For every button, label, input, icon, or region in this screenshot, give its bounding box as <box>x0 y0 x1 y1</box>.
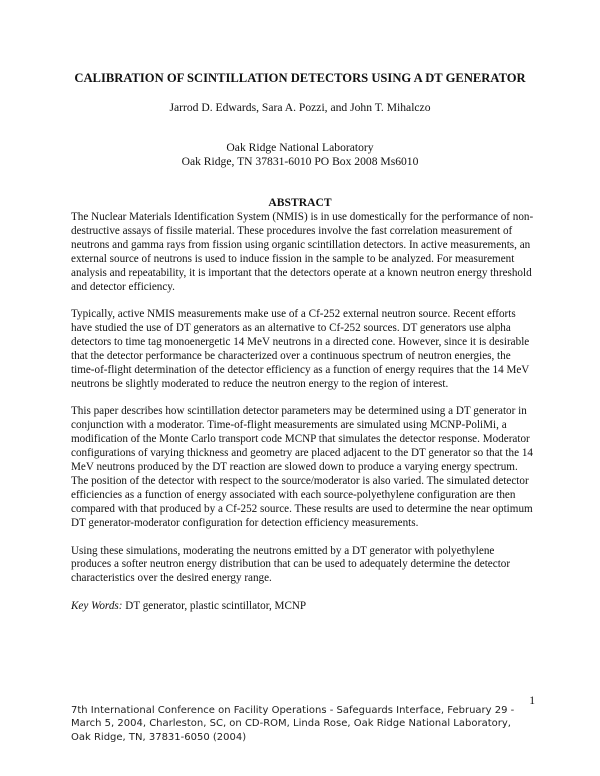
abstract-paragraph: Using these simulations, moderating the neutrons emitted by a DT generator with polyethylene produces a softer neutron energy distribution that can be used to adequately determine the detector characteristics over the desired energy range. <box>71 544 511 585</box>
conference-footer: 7th International Conference on Facility Operations - Safeguards Interface, February 29 - March 5, 2004, Charleston, SC, on CD-ROM, Linda Rose, Oak Ridge National Laboratory, Oak Ridge, TN, 37831-6050 (2004) <box>71 705 515 743</box>
keywords-text: DT generator, plastic scintillator, MCNP <box>125 599 307 612</box>
abstract-paragraph: The Nuclear Materials Identification System (NMIS) is in use domestically for the performance of non-destructive assays of fissile material. These procedures involve the fast correlation measurement of neutrons and gamma rays from fission using organic scintillation detectors. In active measurements, an external source of neutrons is used to induce fission in the sample to be analyzed. For measurement analysis and repeatability, it is important that the detectors operate at a known neutron energy threshold and detector efficiency. <box>71 211 534 293</box>
abstract-body <box>71 211 535 627</box>
address: Oak Ridge, TN 37831-6010 PO Box 2008 Ms6010 <box>181 155 419 168</box>
paper-title: CALIBRATION OF SCINTILLATION DETECTORS USING A DT GENERATOR <box>74 71 526 85</box>
keywords-label: Key Words: <box>71 599 123 612</box>
keywords <box>71 600 535 614</box>
page-number: 1 <box>529 694 535 707</box>
affiliation <box>60 141 540 169</box>
abstract-paragraph: Typically, active NMIS measurements make use of a Cf-252 external neutron source. Recent efforts have studied the use of DT generators as an alternative to Cf-252 sources. DT generators use alpha detectors to time tag monoenergetic 14 MeV neutrons in a directed cone. However, since it is desirable that the detector performance be characterized over a continuous spectrum of neutron energies, the time-of-flight determination of the detector efficiency as a function of energy requires that the 14 MeV neutrons be slightly moderated to reduce the neutron energy to the region of interest. <box>71 308 530 390</box>
institution: Oak Ridge National Laboratory <box>226 141 374 154</box>
abstract-heading: ABSTRACT <box>268 196 332 209</box>
author-list: Jarrod D. Edwards, Sara A. Pozzi, and John T. Mihalczo <box>169 101 431 114</box>
abstract-paragraph: This paper describes how scintillation detector parameters may be determined using a DT generator in conjunction with a moderator. Time-of-flight measurements are simulated using MCNP-PoliMi, a modification of the Monte Carlo transport code MCNP that simulates the detector response. Moderator configurations of varying thickness and geometry are placed adjacent to the DT generator so that the 14 MeV neutrons produced by the DT reaction are slowed down to produce a varying energy spectrum. The position of the detector with respect to the source/moderator is also varied. The simulated detector efficiencies as a function of energy associated with each source-polyethylene configuration are then compared with that produced by a Cf-252 source. These results are used to determine the near optimum DT generator-moderator configuration for detection efficiency measurements. <box>71 405 533 530</box>
